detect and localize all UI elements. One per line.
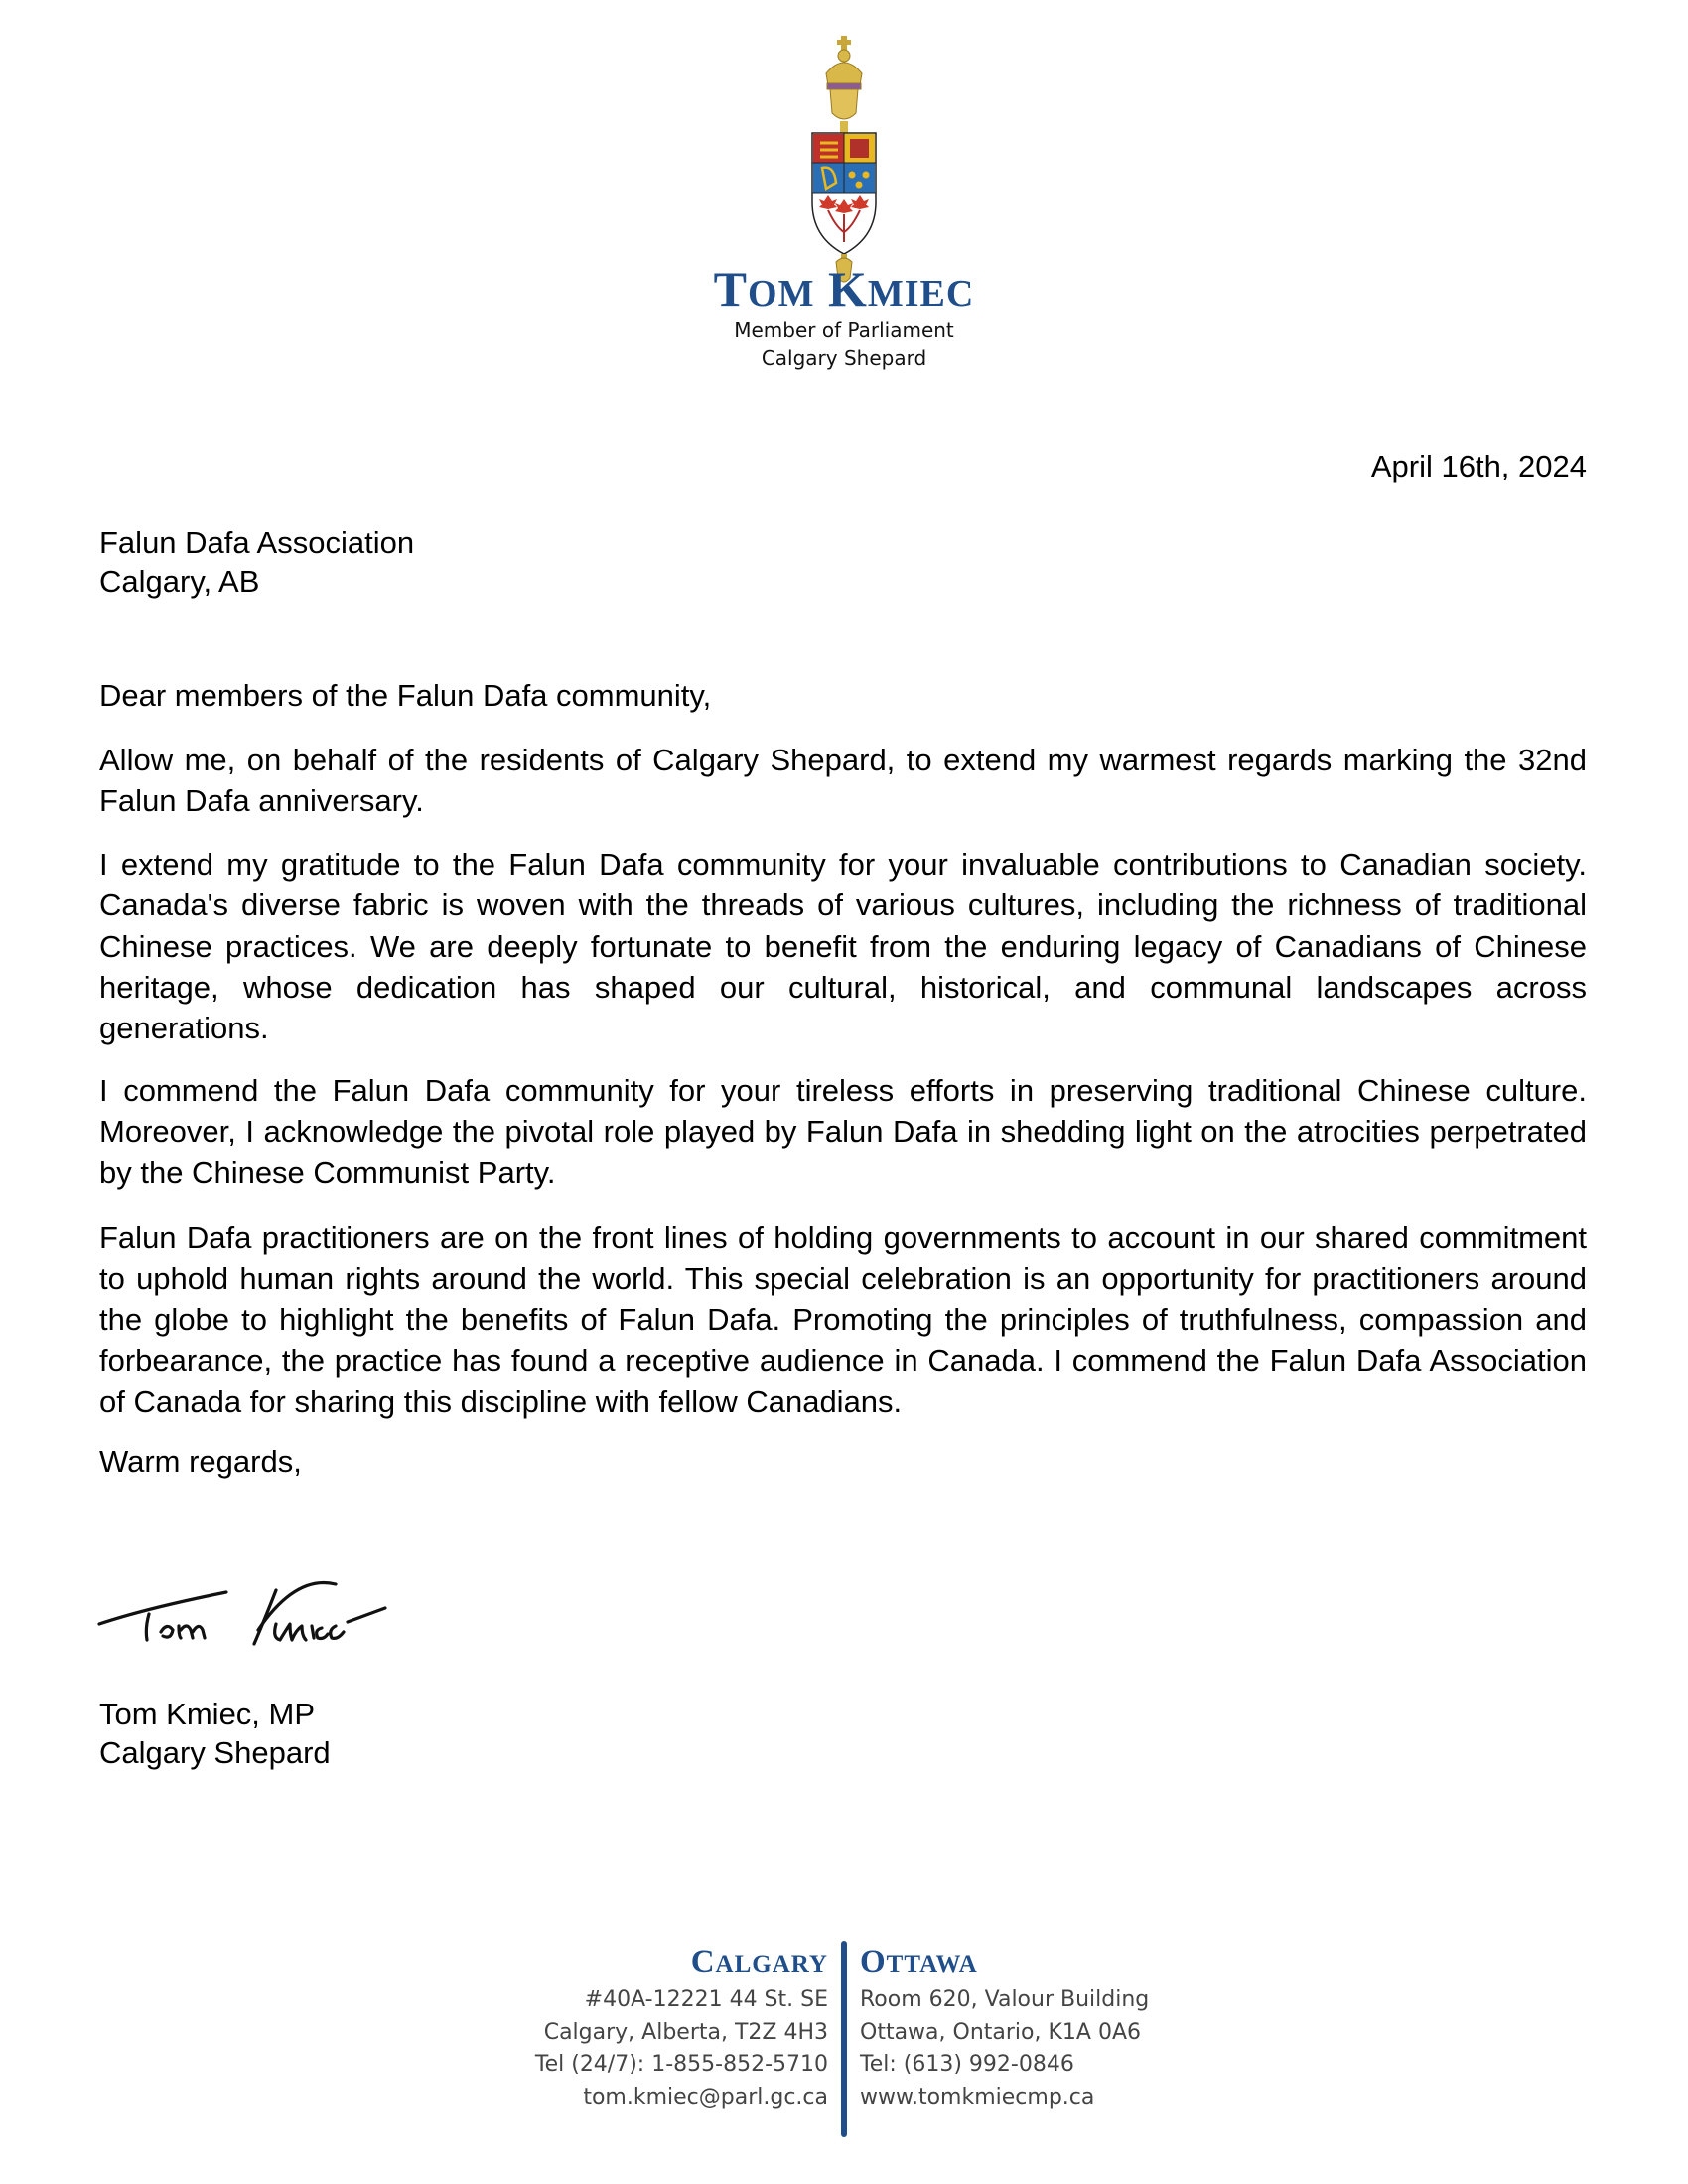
- footer-ottawa-office: [860, 1942, 1149, 2114]
- footer-ottawa-heading: [860, 1942, 1149, 1984]
- body-paragraph-1: Allow me, on behalf of the residents of Calgary Shepard, to extend my warmest regards marking the 32nd Falun Dafa anniversary.: [99, 743, 1587, 819]
- ottawa-city: Ottawa, Ontario, K1A 0A6: [860, 2019, 1141, 2045]
- body-paragraph-3: I commend the Falun Dafa community for your tireless efforts in preserving traditional Chinese culture. Moreover, I acknowledge the pivotal role played by Falun Dafa in shedding light on the atrocities perpetrated by the Chinese Communist Party.: [99, 1073, 1587, 1190]
- mp-name-heading: [0, 260, 1688, 318]
- heading-initial: O: [860, 1944, 887, 1979]
- recipient-name: Falun Dafa Association: [99, 525, 415, 560]
- signature-icon: [87, 1567, 425, 1658]
- footer-calgary-heading: [535, 1942, 828, 1984]
- body-paragraph-2: I extend my gratitude to the Falun Dafa community for your invaluable contributions to Canadian society. Canada's diverse fabric is woven with the threads of various cultures, including the richness of traditional Chinese practices. We are deeply fortunate to benefit from the enduring legacy of Canadians of Chinese heritage, whose dedication has shaped our cultural, historical, and communal landscapes across generations.: [99, 847, 1587, 1046]
- ottawa-website-link[interactable]: www.tomkmiecmp.ca: [860, 2084, 1095, 2110]
- salutation: Dear members of the Falun Dafa community,: [99, 678, 712, 713]
- name-first-initial: T: [713, 261, 749, 317]
- heading-rest: TTAWA: [886, 1951, 978, 1978]
- body-paragraph-4: Falun Dafa practitioners are on the front lines of holding governments to account in our shared commitment to uphold human rights around the world. This special celebration is an opportunity for practitioners around the globe to highlight the benefits of Falun Dafa. Promoting the principles of truthfulness, compassion and forbearance, the practice has found a receptive audience in Canada. I commend the Falun Dafa Association of Canada for sharing this discipline with fellow Canadians.: [99, 1220, 1587, 1420]
- heading-rest: ALGARY: [715, 1951, 828, 1978]
- signatory-riding: Calgary Shepard: [99, 1735, 331, 1770]
- ottawa-address: Room 620, Valour Building: [860, 1987, 1150, 2012]
- calgary-email-link[interactable]: tom.kmiec@parl.gc.ca: [583, 2084, 828, 2110]
- calgary-address: #40A-12221 44 St. SE: [584, 1987, 828, 2012]
- ottawa-phone: Tel: (613) 992-0846: [860, 2052, 1074, 2077]
- heading-initial: C: [690, 1944, 716, 1979]
- name-last-rest: MIEC: [867, 273, 975, 315]
- calgary-city: Calgary, Alberta, T2Z 4H3: [543, 2019, 828, 2045]
- mp-riding: Calgary Shepard: [761, 346, 927, 370]
- parliament-emblem-icon: [802, 34, 886, 288]
- signatory-name: Tom Kmiec, MP: [99, 1697, 316, 1731]
- name-first-rest: OM: [748, 273, 815, 315]
- calgary-phone: Tel (24/7): 1-855-852-5710: [534, 2052, 828, 2077]
- letter-date: April 16th, 2024: [1370, 449, 1587, 483]
- recipient-location: Calgary, AB: [99, 564, 260, 599]
- footer-calgary-office: [535, 1942, 828, 2114]
- closing: Warm regards,: [99, 1444, 302, 1479]
- mp-title: Member of Parliament: [734, 318, 954, 341]
- footer-divider: [841, 1941, 847, 2137]
- name-last-initial: K: [827, 261, 868, 317]
